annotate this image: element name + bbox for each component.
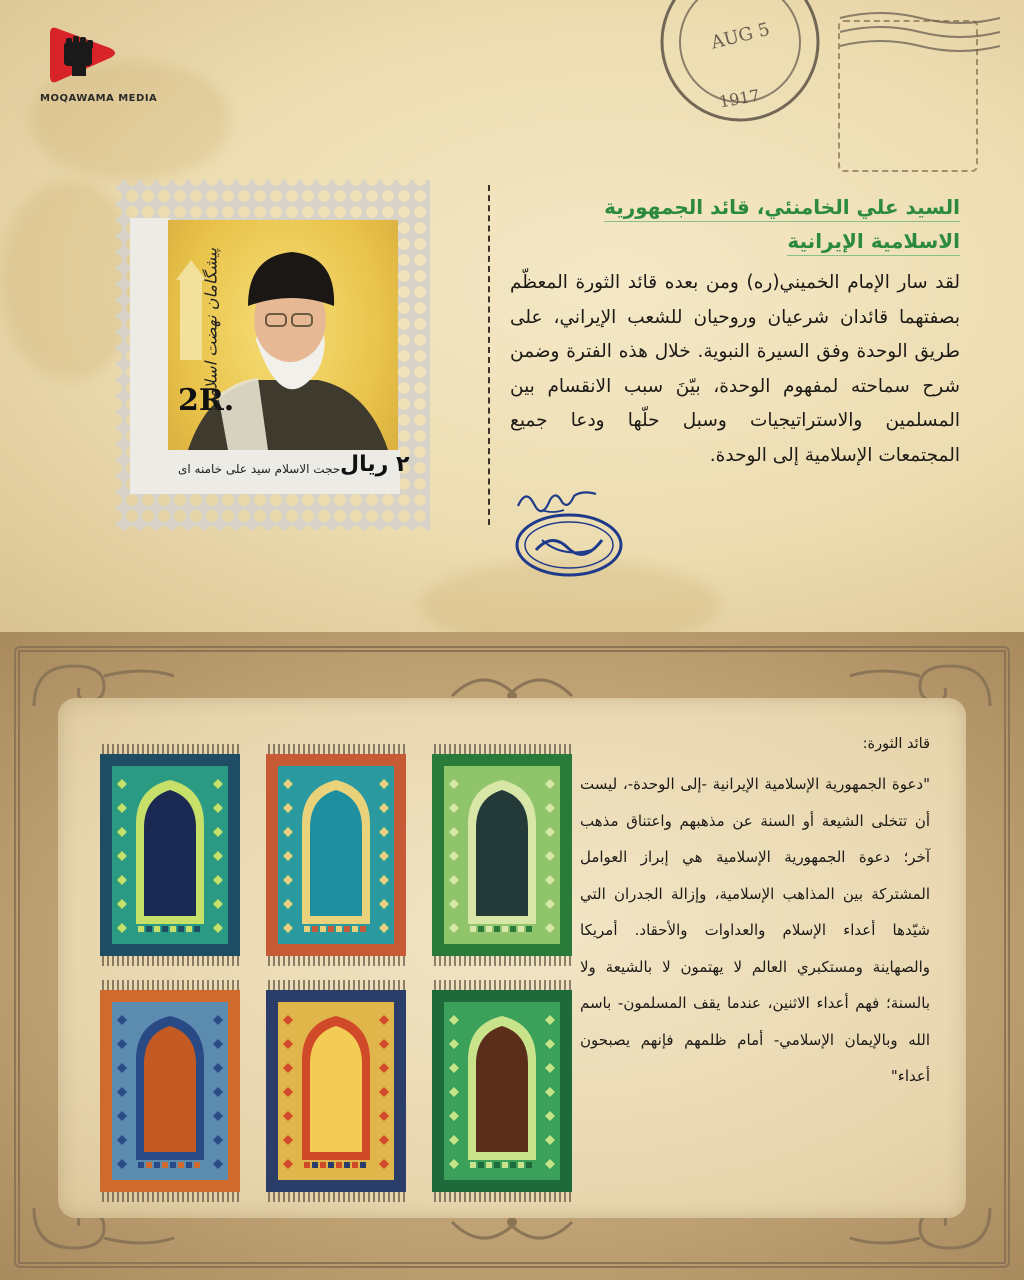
stamp-left-band [130, 218, 170, 488]
rug-tile [154, 926, 160, 932]
rug-tile [162, 926, 168, 932]
rug-tile [154, 1162, 160, 1168]
bio-text-block [510, 190, 960, 473]
prayer-rug [266, 744, 406, 966]
rug-tile [194, 926, 200, 932]
rug-arch [310, 790, 362, 916]
rug-tile [312, 1162, 318, 1168]
rug-tile [304, 1162, 310, 1168]
rug-tile [162, 1162, 168, 1168]
rug-tile [510, 1162, 516, 1168]
rug-tile [146, 926, 152, 932]
rug-tile [360, 926, 366, 932]
rug-tile [344, 926, 350, 932]
rug-tile [502, 926, 508, 932]
rug-tile [494, 1162, 500, 1168]
rug-tile [194, 1162, 200, 1168]
bio-title: السيد علي الخامنئي، قائد الجمهورية الاسلامية الإيرانية [510, 190, 960, 258]
quote-body: "دعوة الجمهورية الإسلامية الإيرانية -إلى الوحدة-، ليست أن تتخلى الشيعة أو السنة عن مذهبهم واعتناق مذهب آخر؛ دعوة الجمهورية الإسلامية هي إبراز العوامل المشتركة بين المذاهب الإسلامية، وإزالة الجدران التي شيّدها أعداء الإسلام والعداوات والأحقاد. أمريكا والصهاينة ومستكبري العالم لا يهتمون لا بالشيعة ولا بالسنة؛ فهم أعداء الاثنين، عندما يقف المسلمون- باسم الله وبالإيمان الإسلامي- أمام ظلمهم فإنهم يصبحون أعداء" [580, 775, 930, 1085]
rug-tile [518, 1162, 524, 1168]
rug-arch [310, 1026, 362, 1152]
rug-tile [170, 1162, 176, 1168]
postcard-section [0, 0, 1024, 632]
rug-tile [304, 926, 310, 932]
rug-tile [146, 1162, 152, 1168]
rug-tile [470, 1162, 476, 1168]
stamp-value-latin: 2R. [178, 383, 235, 418]
fist-play-icon [48, 18, 122, 88]
stamp-value-arabic: ٢ ریال [340, 452, 410, 477]
brand-name: MOQAWAMA MEDIA [40, 93, 158, 104]
prayer-rug [432, 980, 572, 1202]
rug-tile [502, 1162, 508, 1168]
rug-tile [170, 926, 176, 932]
rug-arch [144, 1026, 196, 1152]
rug-tile [352, 926, 358, 932]
rug-tile [336, 926, 342, 932]
rug-arch [144, 790, 196, 916]
rug-tile [320, 1162, 326, 1168]
quote-label: قائد الثورة: [862, 736, 930, 752]
rug-tile [328, 1162, 334, 1168]
rug-tile [352, 1162, 358, 1168]
rug-tile [178, 1162, 184, 1168]
rug-tile [320, 926, 326, 932]
rug-arch [476, 790, 528, 916]
rug-tile [138, 1162, 144, 1168]
rug-tile [494, 926, 500, 932]
rug-tile [526, 926, 532, 932]
prayer-rug [100, 980, 240, 1202]
stamp-vertical-text: پیشگامان نهضت اسلامی [201, 247, 221, 412]
rug-tile [478, 1162, 484, 1168]
rug-tile [312, 926, 318, 932]
rug-tile [336, 1162, 342, 1168]
postmark-stamp [600, 0, 820, 140]
ornate-frame-section [0, 632, 1024, 1280]
postmark-year: 1917 [717, 85, 762, 112]
postmark-date: AUG 5 [708, 18, 773, 54]
ink-seal [512, 510, 627, 580]
rug-tile [328, 926, 334, 932]
prayer-rug [432, 744, 572, 966]
rug-tile [518, 926, 524, 932]
prayer-rug [100, 744, 240, 966]
rug-tile [138, 926, 144, 932]
rug-tile [486, 1162, 492, 1168]
rug-tile [510, 926, 516, 932]
rug-tile [526, 1162, 532, 1168]
blank-stamp-frame [838, 20, 978, 172]
quote-block [580, 736, 930, 1095]
rug-tile [486, 926, 492, 932]
bio-body: لقد سار الإمام الخميني(ره) ومن بعده قائد الثورة المعظّم بصفتهما قائدان شرعيان وروحيان للشعب الإيراني، على طريق الوحدة وفق السيرة النبوية. خلال هذه الفترة وضمن شرح سماحته لمفهوم الوحدة، بيّنَ سبب الانقسام بين المسلمين والاستراتيجيات وسبل حلّها ودعا جميع المجتمعات الإسلامية إلى الوحدة. [510, 272, 960, 466]
rug-tile [478, 926, 484, 932]
rug-tile [470, 926, 476, 932]
prayer-rug [266, 980, 406, 1202]
rug-arch [476, 1026, 528, 1152]
postcard-divider [488, 185, 490, 525]
rug-tile [360, 1162, 366, 1168]
rug-tile [186, 926, 192, 932]
stamp-caption: حجت الاسلام سید علی خامنه ای [178, 462, 341, 476]
rug-tile [178, 926, 184, 932]
rug-tile [186, 1162, 192, 1168]
brand-logo[interactable] [40, 18, 158, 118]
rug-tile [344, 1162, 350, 1168]
